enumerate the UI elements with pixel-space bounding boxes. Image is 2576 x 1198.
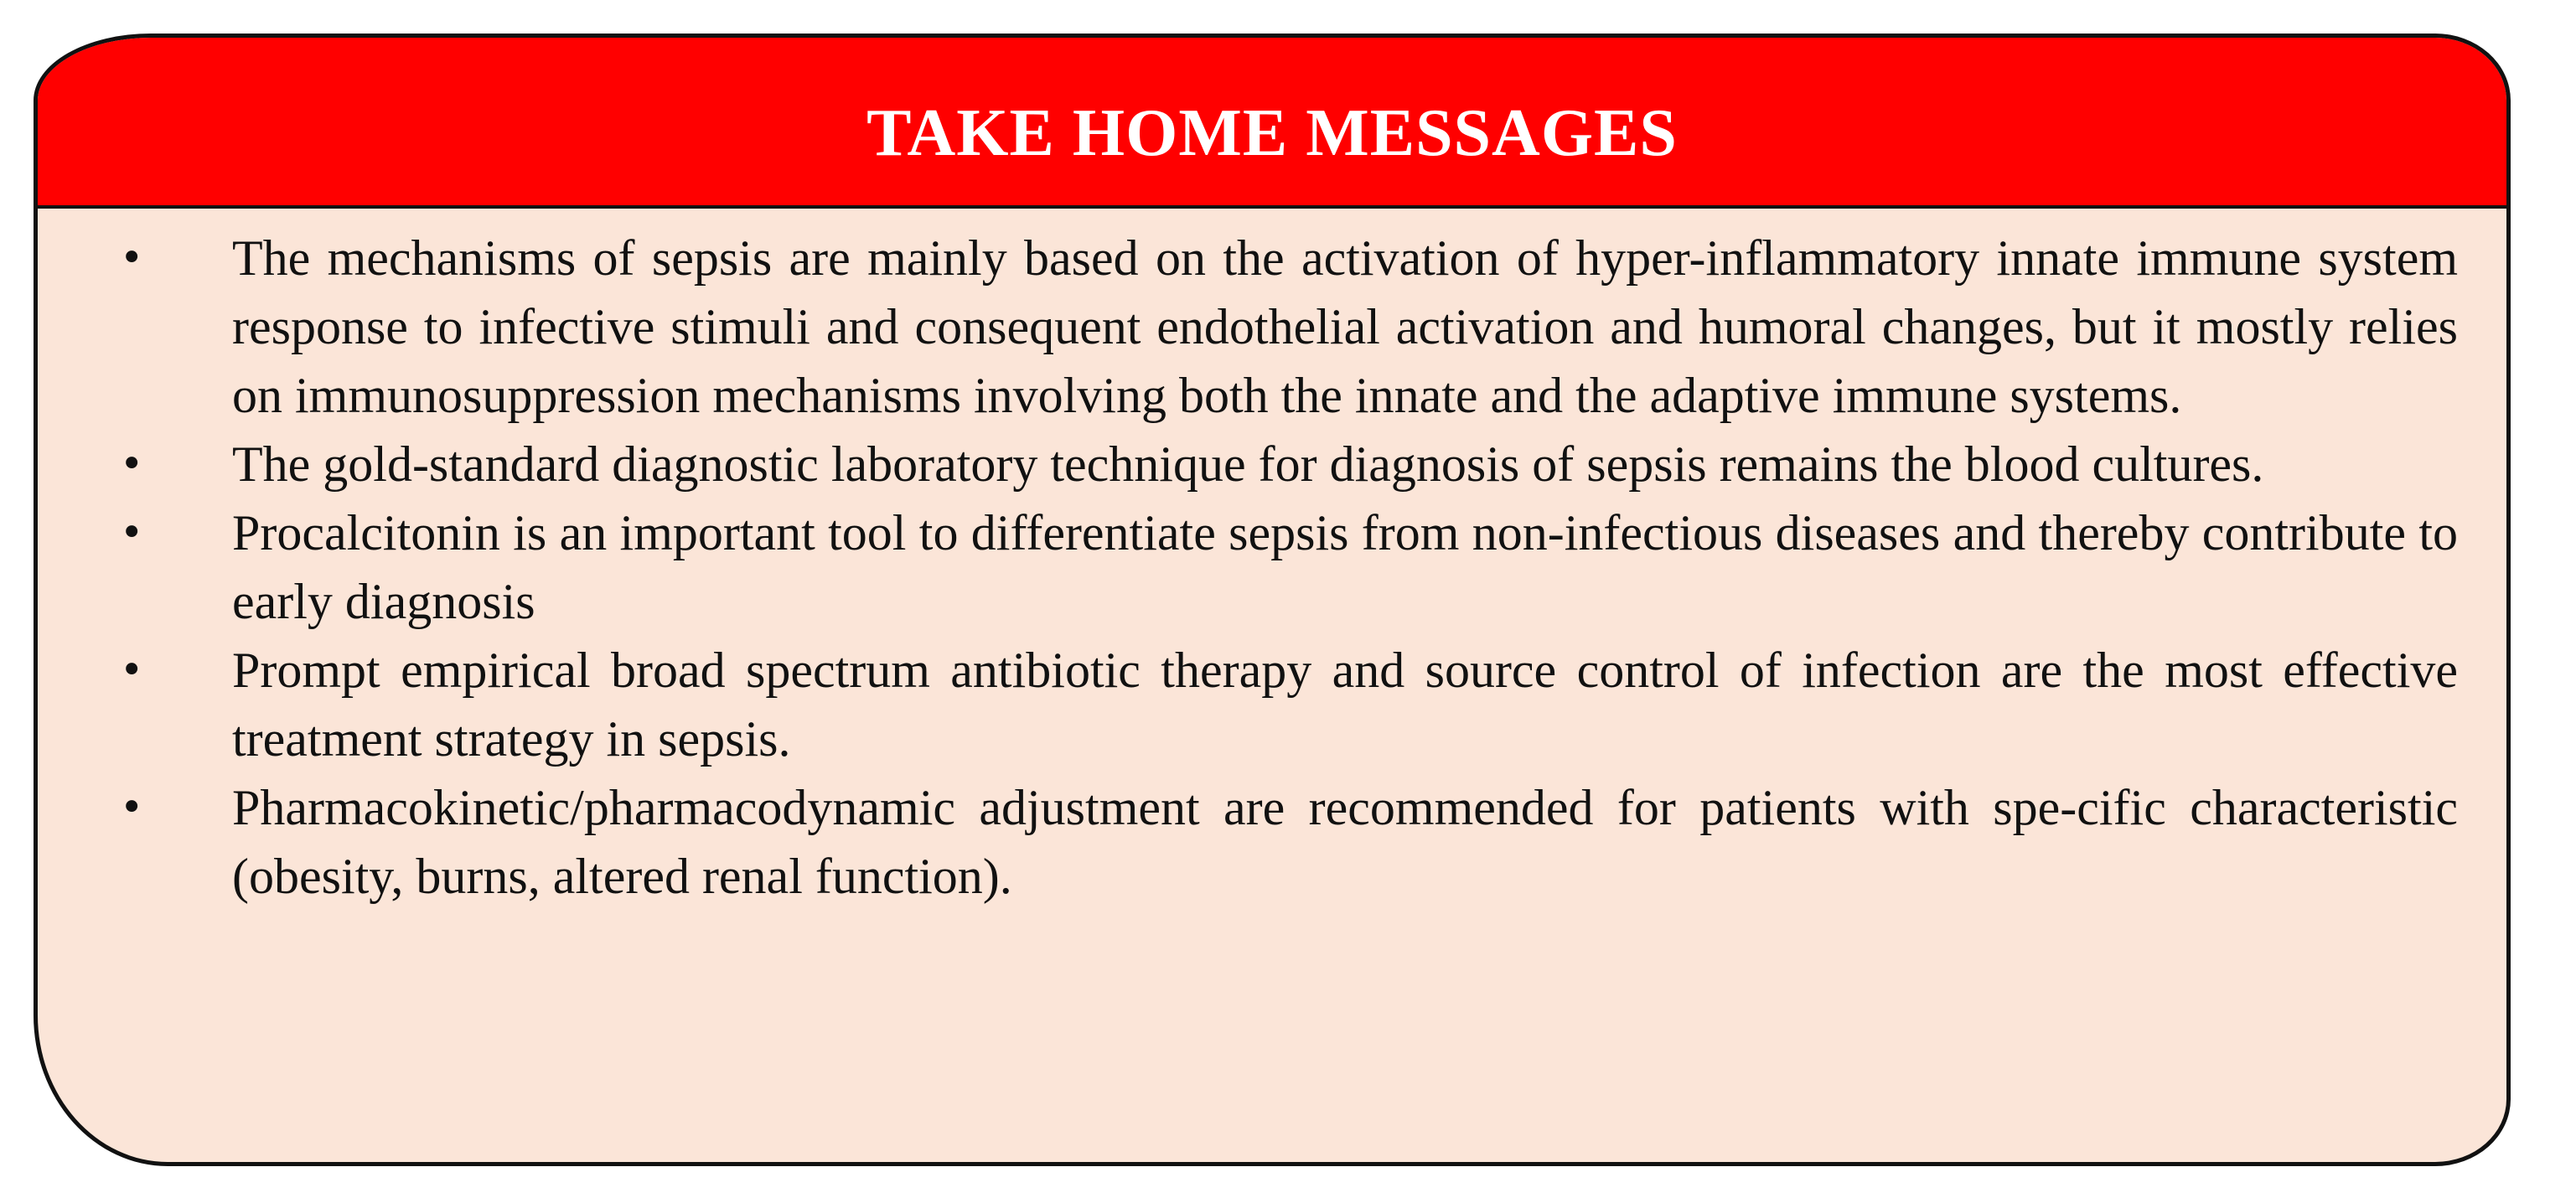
take-home-messages-panel (34, 34, 2511, 1166)
list-item (38, 498, 2506, 636)
list-item (38, 773, 2506, 911)
list-item-text: Prompt empirical broad spectrum antibiotic therapy and source control of infection are the most effective treatment strategy in sepsis. (232, 643, 2458, 767)
bullet-icon: • (120, 784, 144, 831)
bullet-icon: • (120, 235, 144, 281)
list-item-text: Procalcitonin is an important tool to differentiate sepsis from non-infectious diseases and thereby contribute to early diagnosis (232, 505, 2458, 629)
bullet-icon: • (120, 647, 144, 694)
list-item (38, 224, 2506, 430)
list-item-text: The gold-standard diagnostic laboratory technique for diagnosis of sepsis remains the blood cultures. (232, 436, 2264, 492)
panel-header (38, 38, 2506, 209)
list-item-text: Pharmacokinetic/pharmacodynamic adjustment are recommended for patients with spe-cific characteristic (obesity, burns, altered renal function). (232, 780, 2458, 904)
panel-title: TAKE HOME MESSAGES (866, 96, 1678, 170)
list-item (38, 430, 2506, 498)
list-item (38, 636, 2506, 773)
bullet-icon: • (120, 441, 144, 488)
bullet-icon: • (120, 509, 144, 556)
list-item-text: The mechanisms of sepsis are mainly based on the activation of hyper-inflammatory innate immune system response to infective stimuli and consequent endothelial activation and humoral changes, but it mostly relies on immunosuppression mechanisms involving both the innate and the adaptive immune systems. (232, 230, 2458, 423)
messages-list (38, 224, 2506, 911)
